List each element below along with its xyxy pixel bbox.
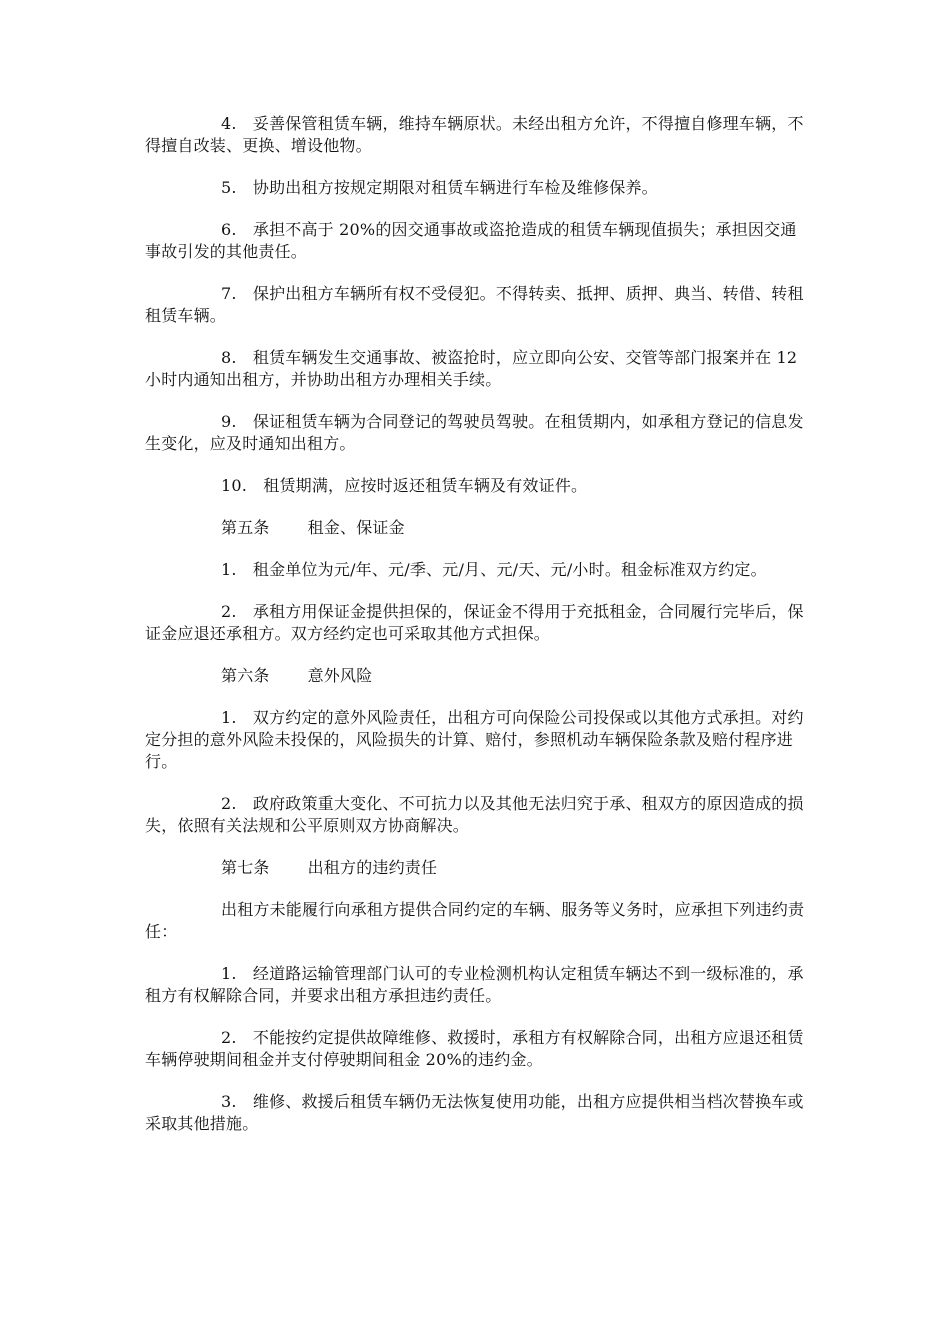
article-7-label: 第七条 [221,858,270,877]
document-body [145,113,805,1155]
clause-7-3: 3. 维修、救援后租赁车辆仍无法恢复使用功能，出租方应提供相当档次替换车或采取其他措施。 [145,1092,804,1133]
clause-4-8: 8. 租赁车辆发生交通事故、被盗抢时，应立即向公安、交管等部门报案并在 12 小时内通知出租方，并协助出租方办理相关手续。 [145,348,798,389]
clause-7-1: 1. 经道路运输管理部门认可的专业检测机构认定租赁车辆达不到一级标准的，承租方有权解除合同，并要求出租方承担违约责任。 [145,964,804,1005]
article-5-heading [145,517,805,539]
clause-7-2: 2. 不能按约定提供故障维修、救援时，承租方有权解除合同，出租方应退还租赁车辆停驶期间租金并支付停驶期间租金 20%的违约金。 [145,1028,804,1069]
clause-4-4: 4. 妥善保管租赁车辆，维持车辆原状。未经出租方允许，不得擅自修理车辆，不得擅自改装、更换、增设他物。 [145,114,804,155]
article-7-intro: 出租方未能履行向承租方提供合同约定的车辆、服务等义务时，应承担下列违约责任： [145,900,805,941]
article-6-heading [145,665,805,687]
article-7-heading [145,857,805,879]
clause-6-1: 1. 双方约定的意外风险责任，出租方可向保险公司投保或以其他方式承担。对约定分担的意外风险未投保的，风险损失的计算、赔付，参照机动车辆保险条款及赔付程序进行。 [145,708,804,771]
article-6-label: 第六条 [221,666,270,685]
clause-4-10: 10. 租赁期满，应按时返还租赁车辆及有效证件。 [221,476,588,495]
article-7-title: 出租方的违约责任 [307,858,438,877]
clause-4-7: 7. 保护出租方车辆所有权不受侵犯。不得转卖、抵押、质押、典当、转借、转租租赁车辆。 [145,284,804,325]
clause-6-2: 2. 政府政策重大变化、不可抗力以及其他无法归究于承、租双方的原因造成的损失，依照有关法规和公平原则双方协商解决。 [145,794,804,835]
clause-4-6: 6. 承担不高于 20%的因交通事故或盗抢造成的租赁车辆现值损失；承担因交通事故引发的其他责任。 [145,220,797,261]
article-5-label: 第五条 [221,518,270,537]
clause-5-2: 2. 承租方用保证金提供担保的，保证金不得用于充抵租金，合同履行完毕后，保证金应退还承租方。双方经约定也可采取其他方式担保。 [145,602,804,643]
clause-4-5: 5. 协助出租方按规定期限对租赁车辆进行车检及维修保养。 [221,178,658,197]
article-6-title: 意外风险 [307,666,373,685]
clause-4-9: 9. 保证租赁车辆为合同登记的驾驶员驾驶。在租赁期内，如承租方登记的信息发生变化，应及时通知出租方。 [145,412,804,453]
article-5-title: 租金、保证金 [307,518,405,537]
clause-5-1: 1. 租金单位为元/年、元/季、元/月、元/天、元/小时。租金标准双方约定。 [221,560,767,579]
